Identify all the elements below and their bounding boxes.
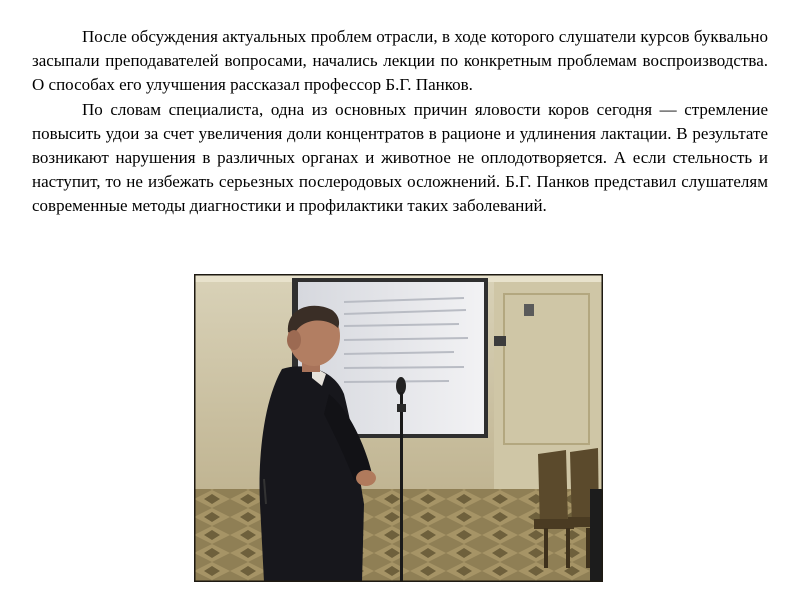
door-post [590,489,603,582]
paragraph-1: После обсуждения актуальных проблем отрасли, в ходе которого слушатели курсов буквально засыпали преподавателей вопросами, начались лекции по конкретным проблемам воспроизводства. О способах его улучшения рассказал профессор Б.Г. Панков. [32,27,768,95]
wall-speaker [524,304,534,316]
article-text [32,25,768,219]
wall-device [494,336,506,346]
paragraph-2: По словам специалиста, одна из основных причин яловости коров сегодня — стремление повысить удои за счет увеличения доли концентратов в рационе и удлинения лактации. В результате возникают нарушения в различных органах и животное не оплодотворяется. А если стельность и наступит, то не избежать серьезных послеродовых осложнений. Б.Г. Панков представил слушателям современные методы диагностики и профилактики таких заболеваний. [32,99,768,216]
lecture-photo [194,274,603,582]
lecture-photo-illustration [194,274,603,582]
